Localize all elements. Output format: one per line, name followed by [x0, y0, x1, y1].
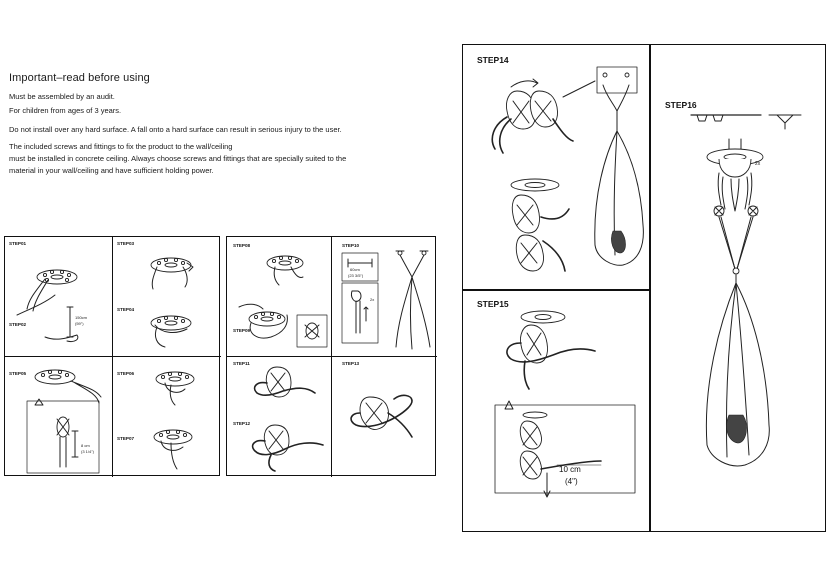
step-label: STEP09 — [233, 328, 251, 333]
step-label: STEP08 — [233, 243, 251, 248]
steps-panel-b — [226, 236, 436, 476]
notice-line: must be installed in concrete ceiling. Always choose screws and fittings that are specially suited to the — [9, 154, 347, 163]
step02-measure-cm: 150cm — [75, 315, 88, 320]
step10-count: 2x — [370, 297, 375, 302]
notice-line: Do not install over any hard surface. A fall onto a hard surface can result in serious injury to the user. — [9, 125, 342, 134]
step05-measure-cm: 8 cm — [81, 443, 90, 448]
cell-step05 — [5, 357, 113, 477]
step-label: STEP01 — [9, 241, 27, 246]
step08-09-illustration — [227, 237, 332, 357]
step02-measure-in: (59") — [75, 321, 84, 326]
step05-measure-in: (3 1/4") — [81, 449, 94, 454]
step16-illustration — [649, 45, 827, 531]
step14-illustration — [463, 45, 649, 289]
notice-line: The included screws and fittings to fix the product to the wall/ceiling — [9, 142, 233, 151]
step03-04-illustration — [113, 237, 221, 357]
step-label: STEP06 — [117, 371, 135, 376]
notice-line: For children from ages of 3 years. — [9, 106, 122, 115]
step13-illustration — [332, 357, 437, 477]
step05-illustration — [5, 357, 113, 477]
cell-step11-12 — [227, 357, 332, 477]
cell-step10 — [332, 237, 437, 357]
cell-step13 — [332, 357, 437, 477]
steps-panel-a — [4, 236, 220, 476]
cell-step01-02 — [5, 237, 113, 357]
step-label: STEP13 — [342, 361, 360, 366]
step10-measure-in: (23 3/5") — [348, 273, 364, 278]
cell-step06-07 — [113, 357, 221, 477]
notice-line: Must be assembled by an audit. — [9, 92, 115, 101]
step15-measure-in: (4") — [565, 477, 578, 486]
step15-measure-cm: 10 cm — [559, 465, 581, 474]
notice-title: Important–read before using — [9, 72, 150, 84]
notice-line: material in your wall/ceiling and have sufficient holding power. — [9, 166, 214, 175]
step11-12-illustration — [227, 357, 332, 477]
step16-count: 2x — [755, 161, 761, 167]
step-label: STEP05 — [9, 371, 27, 376]
step-label: STEP11 — [233, 361, 250, 366]
step-label: STEP07 — [117, 436, 135, 441]
cell-step08-09 — [227, 237, 332, 357]
step-label: STEP12 — [233, 421, 251, 426]
step-label: STEP04 — [117, 307, 135, 312]
step15-illustration — [463, 289, 649, 533]
step-label: STEP02 — [9, 322, 27, 327]
step-label: STEP15 — [477, 299, 509, 309]
step-label: STEP10 — [342, 243, 360, 248]
step10-measure-cm: 60cm — [350, 267, 360, 272]
step-label: STEP14 — [477, 55, 509, 65]
cell-step03-04 — [113, 237, 221, 357]
steps-panel-c — [462, 44, 826, 532]
step-label: STEP03 — [117, 241, 135, 246]
step-label: STEP16 — [665, 100, 697, 110]
step01-illustration — [5, 237, 113, 357]
step06-07-illustration — [113, 357, 221, 477]
step10-illustration — [332, 237, 437, 357]
